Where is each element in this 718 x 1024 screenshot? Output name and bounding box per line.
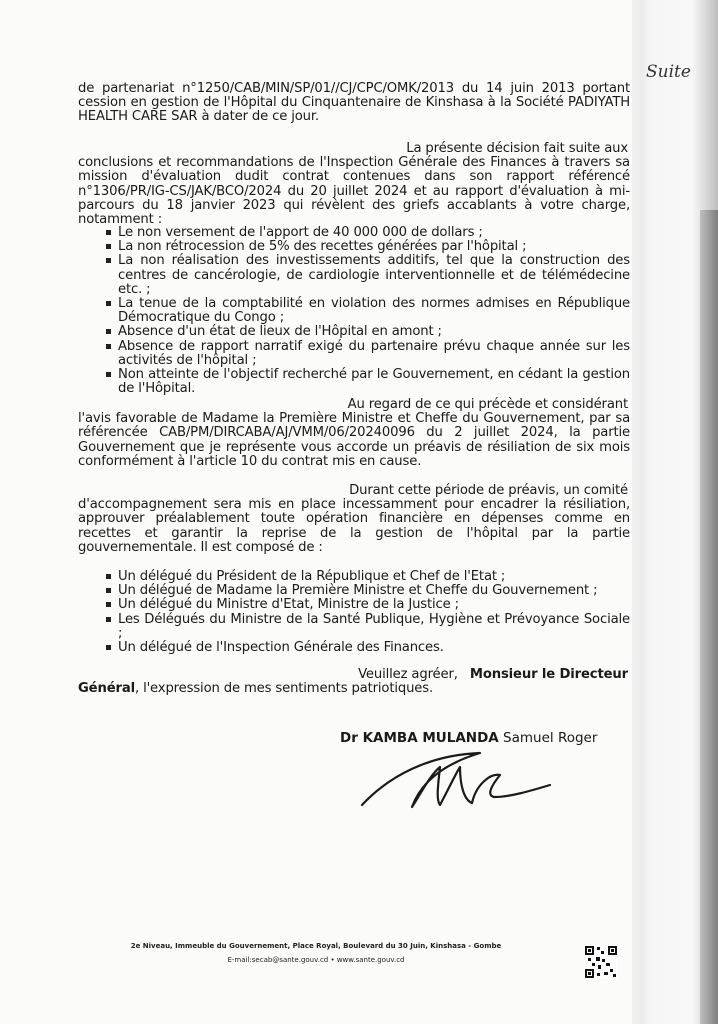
para2-lead: La présente décision fait suite aux [406,141,628,156]
footer-contact: E-mail:secab@sante.gouv.cd • www.sante.gouv.cd [227,956,405,964]
closing-general: Général [78,681,135,697]
comite-list-block [78,570,630,655]
griefs-item: La tenue de la comptabilité en violation des normes admises en République Démocratique du Congo ; [78,297,630,325]
closing-lead: Veuillez agréer, [358,667,458,682]
qr-code-icon [584,945,618,979]
comite-item: Un délégué du Président de la République et Chef de l'Etat ; [78,570,630,584]
paragraph-preavis [78,398,630,469]
comite-list [78,570,630,655]
footer-address: 2e Niveau, Immeuble du Gouvernement, Place Royal, Boulevard du 30 Juin, Kinshasa - Gombe [130,942,502,950]
griefs-item: Non atteinte de l'objectif recherché par le Gouvernement, en cédant la gestion de l'Hôpital. [78,368,630,396]
para4-text: d'accompagnement sera mis en place incessamment pour encadrer la résiliation, approuver préalablement toute opération financière en dépenses comme en recettes et garantir la reprise de la gestion de l'hôpital par la partie gouvernementale. Il est composé de : [78,497,630,555]
paragraph-decision [78,142,630,227]
para3-lead: Au regard de ce qui précède et considérant [347,397,628,412]
para2-text: conclusions et recommandations de l'Inspection Générale des Finances à travers sa mission d'évaluation dudit contrat contenues dans son rapport référencé n°1306/PR/IG-CS/JAK/BCO/2024 du 20 juillet 2024 et au rapport d'évaluation à mi-parcours du 18 janvier 2023 qui révèlent des griefs accablants à votre charge, notamment : [78,155,630,228]
griefs-item: Absence de rapport narratif exigé du partenaire prévu chaque année sur les activités de l'hôpital ; [78,340,630,368]
para1-text: de partenariat n°1250/CAB/MIN/SP/01//CJ/CPC/OMK/2013 du 14 juin 2013 portant cession en gestion de l'Hôpital du Cinquantenaire de Kinshasa à la Société PADIYATH HEALTH CARE SAR à dater de ce jour. [78,81,630,125]
comite-item: Les Délégués du Ministre de la Santé Publique, Hygiène et Prévoyance Sociale ; [78,613,630,641]
closing-title: Monsieur le Directeur [469,667,628,682]
para4-lead: Durant cette période de préavis, un comité [349,483,628,498]
suite-label: Suite [646,62,691,82]
comite-item: Un délégué de l'Inspection Générale des Finances. [78,641,630,655]
page-edge-shadow [700,210,718,1024]
handwritten-signature [360,745,580,815]
griefs-list [78,226,630,396]
griefs-item: Absence d'un état de lieux de l'Hôpital en amont ; [78,325,630,339]
signatory-name [340,730,597,746]
comite-item: Un délégué de Madame la Première Ministre et Cheffe du Gouvernement ; [78,584,630,598]
para3-text: l'avis favorable de Madame la Première Ministre et Cheffe du Gouvernement, par sa référencée CAB/PM/DIRCABA/AJ/VMM/06/20240096 du 2 juillet 2024, la partie Gouvernement que je représente vous accorde un préavis de résiliation de six mois conformément à l'article 10 du contrat mis en cause. [78,411,630,469]
signatory-rest: Samuel Roger [498,730,598,746]
closing-paragraph [78,668,630,696]
griefs-list-block [78,226,630,396]
closing-rest: , l'expression de mes sentiments patriotiques. [134,681,434,697]
griefs-item: Le non versement de l'apport de 40 000 000 de dollars ; [78,226,630,240]
griefs-item: La non réalisation des investissements additifs, tel que la construction des centres de cancérologie, de cardiologie interventionnelle et de télémédecine etc. ; [78,254,630,297]
signatory-bold: Dr KAMBA MULANDA [340,730,499,746]
paragraph-partnership [78,82,630,125]
paragraph-comite [78,484,630,555]
comite-item: Un délégué du Ministre d'Etat, Ministre de la Justice ; [78,598,630,612]
griefs-item: La non rétrocession de 5% des recettes générées par l'hôpital ; [78,240,630,254]
